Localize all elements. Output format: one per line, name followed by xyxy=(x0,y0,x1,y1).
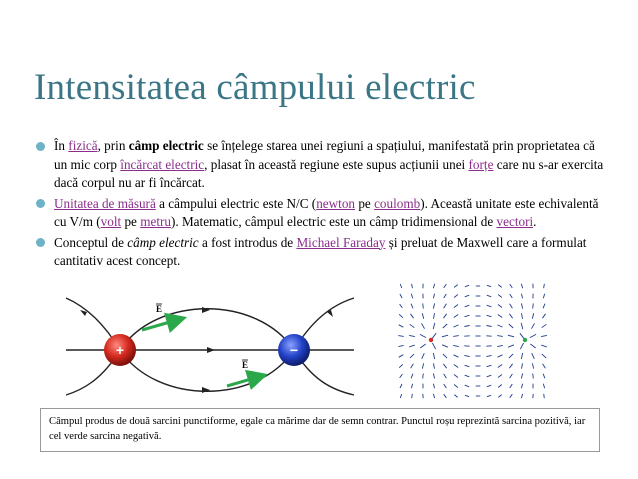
field-vector-lower xyxy=(227,377,258,386)
positive-point xyxy=(429,338,433,342)
link-metru[interactable]: metru xyxy=(140,214,171,229)
text: a fost introdus de xyxy=(198,234,297,250)
vector-field-plot xyxy=(393,280,558,400)
negative-point xyxy=(523,338,527,342)
bold-term: câmp electric xyxy=(128,138,204,153)
text: pe xyxy=(121,214,141,229)
text: În xyxy=(54,138,69,153)
text: a câmpului electric este N/C ( xyxy=(155,195,317,211)
dipole-field-diagram xyxy=(62,290,358,396)
text: . xyxy=(533,214,537,229)
negative-sign: − xyxy=(289,342,299,358)
field-line xyxy=(120,350,294,391)
text: ). Matematic, câmpul electric este un câmp tridimensional de xyxy=(170,214,497,229)
link-fizica[interactable]: fizică xyxy=(68,138,98,153)
figure-caption: Câmpul produs de două sarcini punctiforme, egale ca mărime dar de semn contrar. Punctul roșu reprezintă sarcina pozitivă, iar cel verde sarcina negativă. xyxy=(40,408,600,452)
text: se înțelege starea unei regiuni a spațiului, manifestată prin proprietatea că un mic corp xyxy=(54,138,595,172)
field-arrow xyxy=(533,303,534,308)
field-arrow xyxy=(423,374,424,379)
bullet-dot-icon xyxy=(36,238,45,247)
text: , plasat în această regiune este supus acțiunii unei xyxy=(204,156,469,172)
bullet-history xyxy=(36,234,606,271)
text: și preluat de Maxwell care a formulat cantitativ acest concept. xyxy=(54,234,587,268)
field-arrow xyxy=(412,394,413,398)
vector-label-upper: E xyxy=(156,304,163,314)
field-arrow xyxy=(544,394,545,398)
bullet-dot-icon xyxy=(36,199,45,208)
bullet-definition xyxy=(36,137,606,193)
text: care nu s-ar exercita dacă corpul nu ar fi încărcat. xyxy=(54,156,604,190)
field-arrow xyxy=(423,303,424,308)
text: Conceptul de xyxy=(54,234,128,250)
bullet-list xyxy=(36,137,606,273)
text: ). Această unitate este echivalentă cu V/m ( xyxy=(54,195,599,229)
vector-label-lower: E xyxy=(242,360,249,370)
link-volt[interactable]: volt xyxy=(100,214,122,229)
field-arrow xyxy=(533,374,534,379)
link-vectori[interactable]: vectori xyxy=(496,214,534,229)
link-forte[interactable]: forțe xyxy=(468,156,494,172)
text: pe xyxy=(355,195,375,211)
slide-title: Intensitatea câmpului electric xyxy=(34,67,476,108)
link-michael-faraday[interactable]: Michael Faraday xyxy=(296,234,386,250)
top-bar xyxy=(0,0,638,44)
positive-sign: + xyxy=(115,342,125,358)
text: , prin xyxy=(97,138,129,153)
italic-term: câmp electric xyxy=(127,234,199,250)
link-coulomb[interactable]: coulomb xyxy=(374,195,421,211)
link-unitatea-de-masura[interactable]: Unitatea de măsură xyxy=(54,195,156,211)
link-newton[interactable]: newton xyxy=(316,195,356,211)
bullet-unit xyxy=(36,195,606,232)
link-incarcat-electric[interactable]: încărcat electric xyxy=(120,156,205,172)
bullet-dot-icon xyxy=(36,142,45,151)
